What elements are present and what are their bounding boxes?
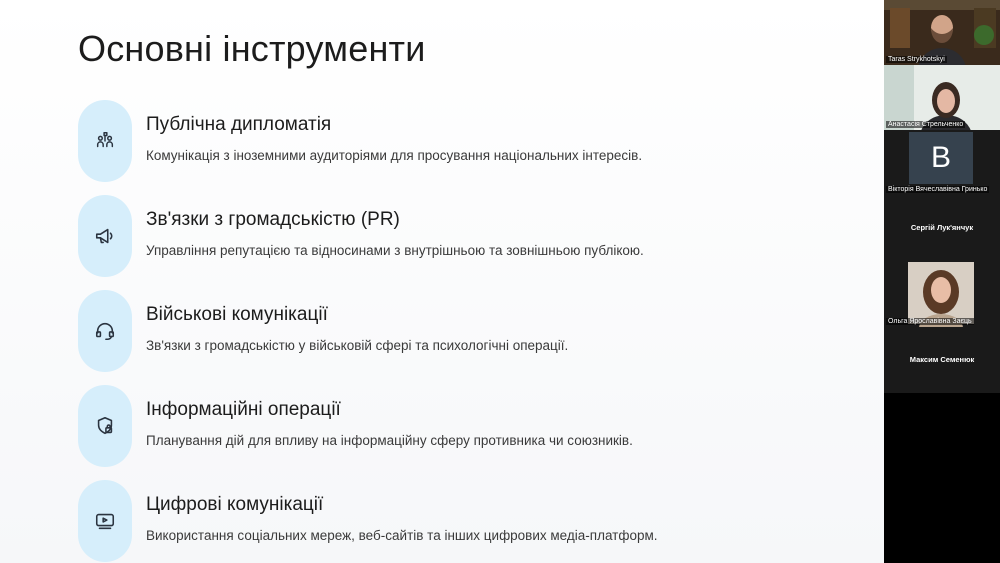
item-title: Інформаційні операції — [146, 399, 341, 420]
item-title: Цифрові комунікації — [146, 494, 324, 515]
participant-name: Сергій Лук'янчук — [910, 223, 974, 232]
item-description: Зв'язки з громадськістю у військовій сфері та психологічні операції. — [146, 338, 569, 353]
participant-tile[interactable] — [884, 262, 1000, 327]
participant-name: Ольга Ярославівна Заєць — [888, 318, 972, 325]
list-item — [78, 100, 858, 182]
participant-tile[interactable] — [884, 65, 1000, 130]
megaphone-icon — [78, 195, 132, 277]
item-title: Публічна дипломатія — [146, 114, 332, 135]
list-item — [78, 290, 858, 372]
item-description: Планування дій для впливу на інформаційну сферу противника чи союзників. — [146, 433, 633, 448]
item-description: Використання соціальних мереж, веб-сайтів та інших цифрових медіа-платформ. — [146, 528, 658, 543]
list-item — [78, 195, 858, 277]
headset-icon — [78, 290, 132, 372]
participants-panel — [884, 0, 1000, 393]
avatar: B — [909, 132, 973, 184]
item-title: Зв'язки з громадськістю (PR) — [146, 209, 400, 230]
list-item — [78, 480, 858, 562]
item-description: Комунікація з іноземними аудиторіями для просування національних інтересів. — [146, 148, 643, 163]
item-title: Військові комунікації — [146, 304, 328, 325]
participant-tile[interactable] — [884, 195, 1000, 260]
participant-name: Taras Strykhotskyi — [888, 56, 945, 63]
list-item — [78, 385, 858, 467]
diplomacy-people-icon — [78, 100, 132, 182]
participant-name: Вікторія Вячеславівна Гринько — [888, 186, 988, 193]
shield-lock-icon — [78, 385, 132, 467]
item-description: Управління репутацією та відносинами з внутрішньою та зовнішньою публікою. — [146, 243, 644, 258]
video-play-icon — [78, 480, 132, 562]
participant-tile[interactable] — [884, 327, 1000, 392]
participant-name: Максим Семенюк — [909, 355, 975, 364]
participant-tile[interactable] — [884, 130, 1000, 195]
participant-name: Анастасія Стрельченко — [888, 121, 964, 128]
participant-tile[interactable] — [884, 0, 1000, 65]
slide-title: Основні інструменти — [78, 28, 426, 69]
